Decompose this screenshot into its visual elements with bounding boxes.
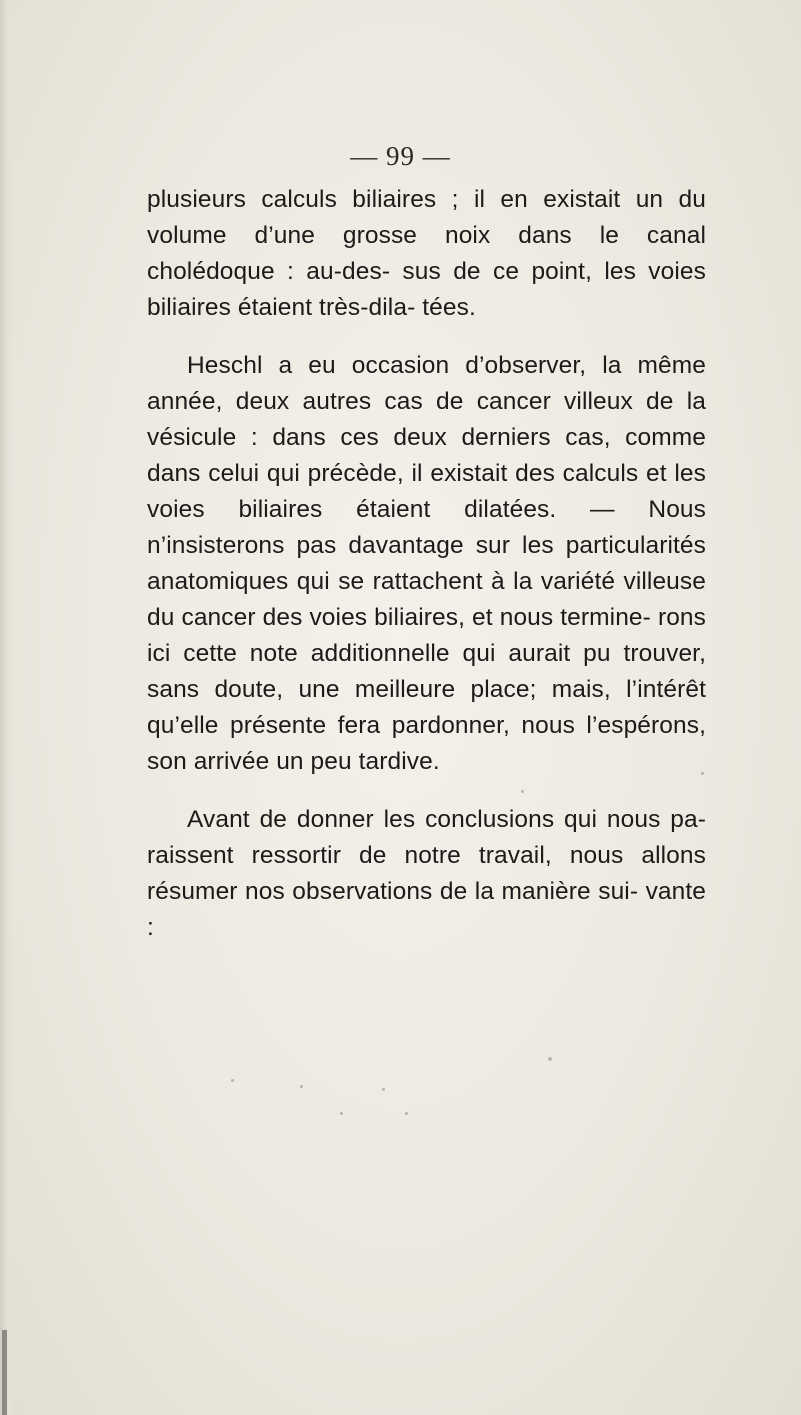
paper-speck (231, 1079, 234, 1082)
paragraph-1: plusieurs calculs biliaires ; il en existait un du volume d’une grosse noix dans le canal cholédoque : au-des- sus de ce point, les voies biliaires étaient très-dila- tées. (147, 186, 706, 321)
paper-speck (340, 1112, 343, 1115)
paper-speck (300, 1085, 303, 1088)
paper-speck (701, 772, 704, 775)
binding-mark (2, 1330, 7, 1415)
paper-speck (521, 790, 524, 793)
paper-speck (382, 1088, 385, 1091)
page-number: — 99 — (350, 141, 451, 171)
paragraph-2: Heschl a eu occasion d’observer, la même année, deux autres cas de cancer villeux de la vésicule : dans ces deux derniers cas, comme dans celui qui précède, il existait des calculs et les voies biliaires étaient dilatées. — Nous n’insisterons pas davantage sur les particularités anatomiques qui se rattachent à la variété villeuse du cancer des voies biliaires, et nous termine- rons ici cette note additionnelle qui aurait pu trouver, sans doute, une meilleure place; mais, l’intérêt qu’elle présente fera pardonner, nous l’espérons, son arrivée un peu tardive. (147, 352, 706, 775)
body-text (147, 182, 706, 968)
paper-speck (405, 1112, 408, 1115)
paper-speck (548, 1057, 552, 1061)
page-gutter-shadow (0, 0, 14, 1415)
paragraph-3: Avant de donner les conclusions qui nous pa- raissent ressortir de notre travail, nous allons résumer nos observations de la manière sui- vante : (147, 806, 706, 941)
